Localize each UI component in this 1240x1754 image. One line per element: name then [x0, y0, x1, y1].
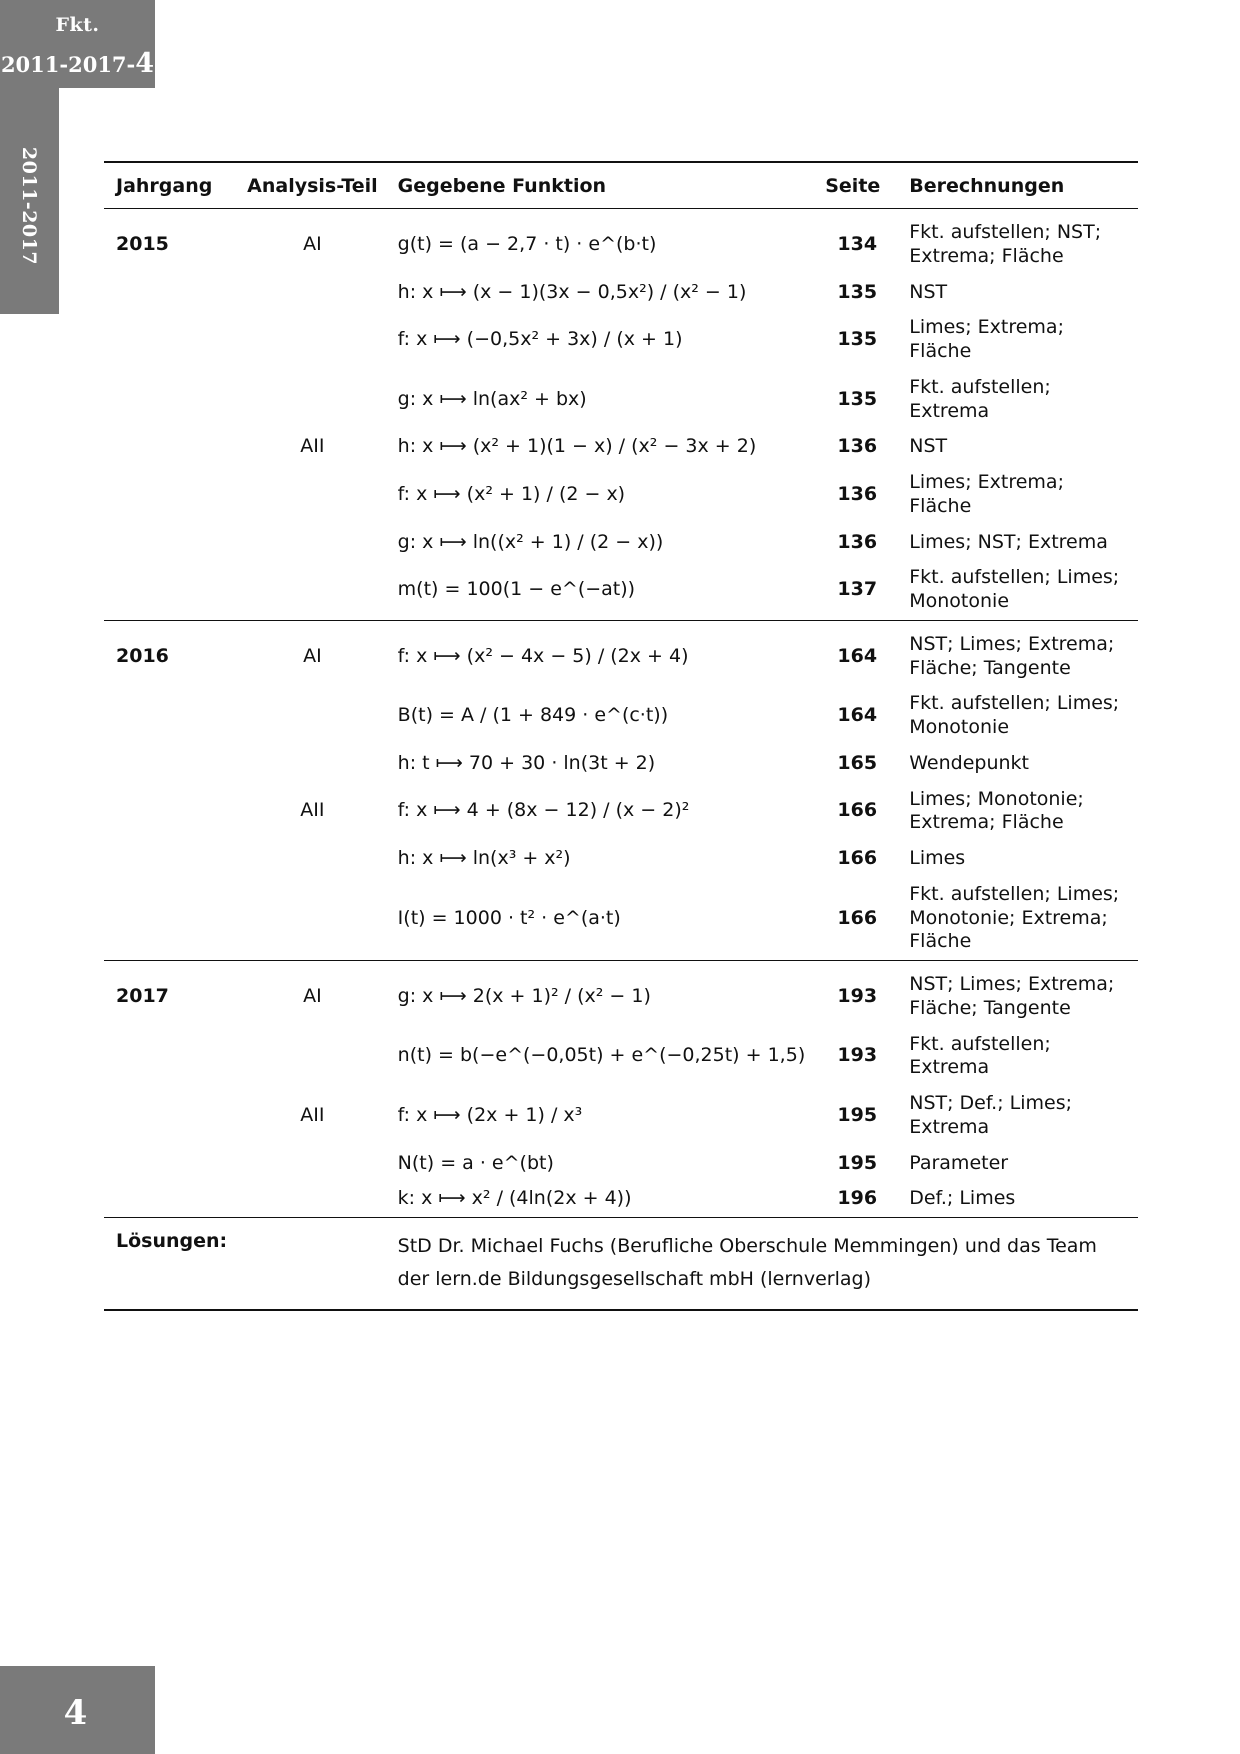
- function-cell: g: x ⟼ ln((x² + 1) / (2 − x)): [397, 530, 664, 553]
- calculations-cell: Limes; Monotonie; Extrema; Fläche: [909, 787, 1084, 834]
- table-row: [104, 1027, 1138, 1087]
- calculations-cell: Limes; Extrema; Fläche: [909, 316, 1064, 362]
- part-cell: [235, 370, 386, 430]
- function-cell: f: x ⟼ (x² + 1) / (2 − x): [397, 482, 626, 505]
- calculations-cell: NST: [909, 280, 948, 303]
- function-cell: g: x ⟼ ln(ax² + bx): [397, 387, 587, 410]
- page-cell: 135: [837, 280, 878, 303]
- calculations-cell: Parameter: [909, 1151, 1009, 1174]
- function-cell: f: x ⟼ 4 + (8x − 12) / (x − 2)²: [397, 799, 690, 822]
- page-cell: 165: [837, 751, 878, 774]
- table-row: [104, 686, 1138, 746]
- part-cell: AI: [235, 209, 386, 275]
- table-row: [104, 560, 1138, 620]
- part-cell: [235, 560, 386, 620]
- function-cell: f: x ⟼ (−0,5x² + 3x) / (x + 1): [397, 328, 683, 351]
- solutions-row: [104, 1218, 1138, 1310]
- chapter-label: Fkt.: [55, 14, 100, 36]
- calculations-cell: Fkt. aufstellen; Limes; Monotonie; Extrema; Fläche: [909, 882, 1120, 953]
- table-row: [104, 961, 1138, 1027]
- calculations-cell: Def.; Limes: [909, 1187, 1016, 1210]
- calculations-cell: Limes; NST; Extrema: [909, 530, 1108, 553]
- side-strip-label: 2011-2017: [18, 146, 40, 266]
- header-year: Jahrgang: [104, 162, 235, 209]
- page-cell: 135: [837, 328, 878, 351]
- calculations-cell: NST: [909, 435, 948, 458]
- year-cell: [104, 746, 235, 782]
- year-cell: [104, 1146, 235, 1182]
- function-cell: g(t) = (a − 2,7 · t) · e^(b·t): [386, 209, 814, 275]
- year-cell: 2016: [104, 620, 235, 686]
- year-cell: [104, 1086, 235, 1146]
- function-cell: h: x ⟼ (x − 1)(3x − 0,5x²) / (x² − 1): [397, 280, 747, 303]
- table-row: [104, 746, 1138, 782]
- year-cell: [104, 841, 235, 877]
- header-part: Analysis-Teil: [235, 162, 386, 209]
- year-cell: [104, 782, 235, 842]
- year-cell: [104, 370, 235, 430]
- function-cell: n(t) = b(−e^(−0,05t) + e^(−0,25t) + 1,5): [397, 1044, 806, 1067]
- page-cell: 166: [837, 847, 878, 869]
- table-row: [104, 620, 1138, 686]
- page-cell: 166: [837, 906, 878, 929]
- table-row: [104, 782, 1138, 842]
- function-cell: f: x ⟼ (2x + 1) / x³: [397, 1103, 583, 1126]
- function-cell: h: x ⟼ (x² + 1)(1 − x) / (x² − 3x + 2): [397, 435, 757, 458]
- table-row: [104, 1181, 1138, 1217]
- part-cell: AII: [300, 799, 325, 822]
- part-cell: [235, 1146, 386, 1182]
- page-cell: 164: [837, 704, 878, 727]
- function-cell: h: x ⟼ ln(x³ + x²): [397, 847, 571, 869]
- year-cell: 2015: [104, 209, 235, 275]
- year-cell: [104, 877, 235, 961]
- function-cell: h: t ⟼ 70 + 30 · ln(3t + 2): [397, 751, 656, 774]
- table-row: [104, 310, 1138, 370]
- part-cell: AI: [235, 961, 386, 1027]
- page-cell: 195: [837, 1103, 878, 1126]
- year-cell: [104, 275, 235, 311]
- table-row: [104, 370, 1138, 430]
- function-cell: I(t) = 1000 · t² · e^(a·t): [397, 906, 621, 929]
- page-cell: 196: [837, 1187, 878, 1210]
- calculations-cell: NST; Limes; Extrema; Fläche; Tangente: [897, 961, 1138, 1027]
- part-cell: [235, 1027, 386, 1087]
- page-number-tab: [0, 1666, 155, 1754]
- function-cell: f: x ⟼ (x² − 4x − 5) / (2x + 4): [386, 620, 814, 686]
- table-row: [104, 275, 1138, 311]
- page-number: 4: [63, 1693, 88, 1733]
- page-cell: 193: [837, 1044, 878, 1067]
- chapter-tab: [0, 0, 155, 88]
- page-cell: 134: [813, 209, 897, 275]
- solutions-credit: StD Dr. Michael Fuchs (Berufliche Oberschule Memmingen) und das Team der lern.de Bildungsgesellschaft mbH (lernverlag): [386, 1218, 1138, 1310]
- part-cell: [235, 686, 386, 746]
- page-cell: 136: [837, 435, 878, 458]
- table-row: [104, 209, 1138, 275]
- function-cell: m(t) = 100(1 − e^(−at)): [397, 578, 636, 601]
- function-cell: N(t) = a · e^(bt): [397, 1151, 554, 1174]
- table-row: [104, 429, 1138, 465]
- table-row: [104, 877, 1138, 961]
- page-cell: 135: [837, 387, 878, 410]
- side-strip: [0, 88, 59, 314]
- year-cell: [104, 686, 235, 746]
- part-cell: AI: [235, 620, 386, 686]
- calculations-cell: Limes; Extrema; Fläche: [909, 471, 1064, 517]
- part-cell: [235, 310, 386, 370]
- year-cell: [104, 429, 235, 465]
- part-cell: [235, 1181, 386, 1217]
- page-cell: 136: [837, 482, 878, 505]
- calculations-cell: NST; Limes; Extrema; Fläche; Tangente: [897, 620, 1138, 686]
- solutions-label: Lösungen:: [104, 1218, 235, 1310]
- calculations-cell: Fkt. aufstellen; Limes; Monotonie: [909, 566, 1120, 612]
- calculations-cell: Fkt. aufstellen; Extrema: [909, 1032, 1051, 1079]
- page-cell: 193: [813, 961, 897, 1027]
- part-cell: [235, 877, 386, 961]
- table-header-row: [104, 162, 1138, 209]
- part-cell: [235, 746, 386, 782]
- function-cell: k: x ⟼ x² / (4ln(2x + 4)): [397, 1187, 632, 1210]
- year-cell: [104, 310, 235, 370]
- page-cell: 195: [837, 1151, 878, 1174]
- part-cell: [235, 525, 386, 561]
- year-cell: [104, 1027, 235, 1087]
- chapter-range: 2011-2017-4: [0, 48, 155, 79]
- header-function: Gegebene Funktion: [386, 162, 814, 209]
- calculations-cell: Wendepunkt: [909, 751, 1029, 774]
- header-calculations: Berechnungen: [897, 162, 1138, 209]
- part-cell: AII: [300, 435, 325, 458]
- calculations-cell: Limes: [909, 847, 966, 869]
- year-cell: [104, 560, 235, 620]
- calculations-cell: Fkt. aufstellen; NST; Extrema; Fläche: [897, 209, 1138, 275]
- table-row: [104, 1086, 1138, 1146]
- page-cell: 137: [837, 578, 878, 601]
- table-row: [104, 841, 1138, 877]
- calculations-cell: Fkt. aufstellen; Limes; Monotonie: [909, 692, 1120, 738]
- page-cell: 164: [813, 620, 897, 686]
- function-cell: g: x ⟼ 2(x + 1)² / (x² − 1): [386, 961, 814, 1027]
- part-cell: [235, 465, 386, 525]
- calculations-cell: Fkt. aufstellen; Extrema: [909, 375, 1051, 422]
- page-cell: 166: [837, 799, 878, 822]
- overview-table: [104, 161, 1138, 1311]
- header-page: Seite: [813, 162, 897, 209]
- calculations-cell: NST; Def.; Limes; Extrema: [909, 1092, 1073, 1138]
- year-cell: [104, 465, 235, 525]
- part-cell: [235, 841, 386, 877]
- year-cell: 2017: [104, 961, 235, 1027]
- part-cell: AII: [300, 1103, 325, 1126]
- page-cell: 136: [837, 530, 878, 553]
- year-cell: [104, 525, 235, 561]
- table-body: [104, 209, 1138, 1310]
- function-cell: B(t) = A / (1 + 849 · e^(c·t)): [397, 704, 669, 727]
- table-row: [104, 465, 1138, 525]
- part-cell: [235, 275, 386, 311]
- year-cell: [104, 1181, 235, 1217]
- table-row: [104, 525, 1138, 561]
- table-row: [104, 1146, 1138, 1182]
